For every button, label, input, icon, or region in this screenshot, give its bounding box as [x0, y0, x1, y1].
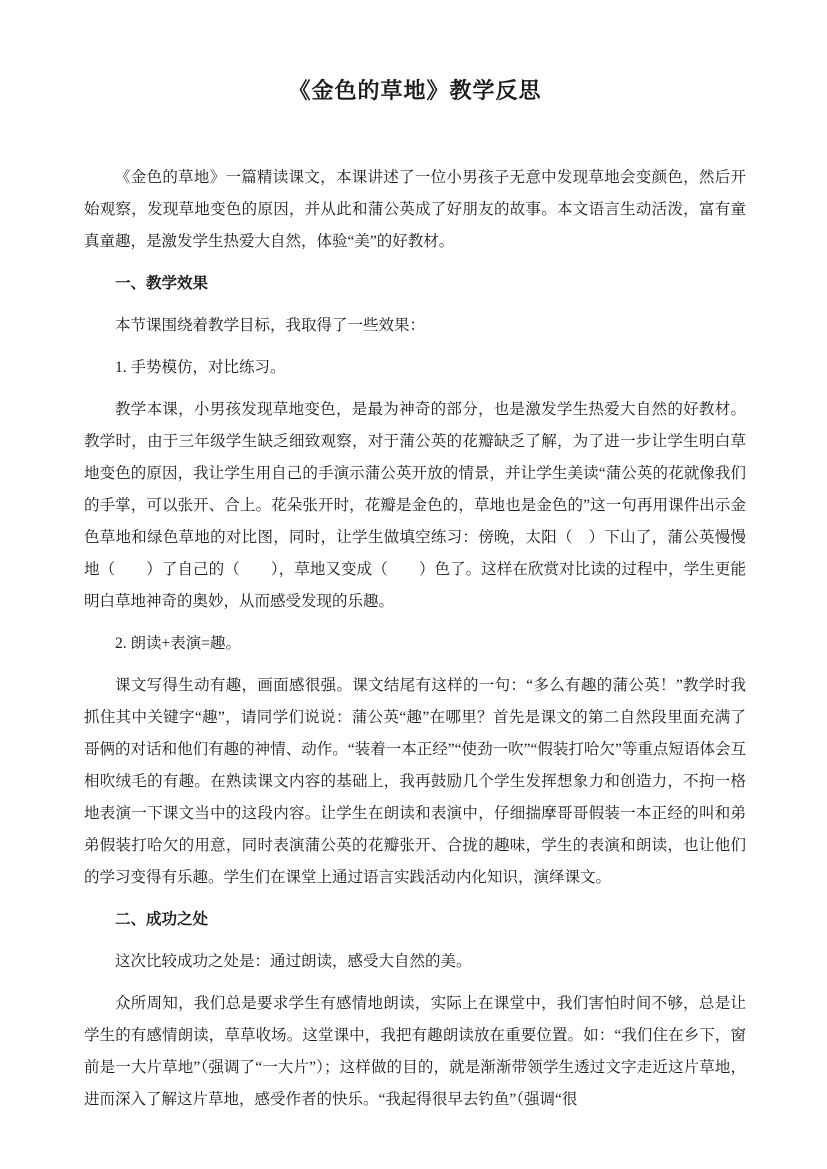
heading-section-2-successes: 二、成功之处 — [115, 911, 209, 928]
paragraph-point-1-body: 教学本课，小男孩发现草地变色，是最为神奇的部分，也是激发学生热爱大自然的好教材。教学时，由于三年级学生缺乏细致观察，对于蒲公英的花瓣缺乏了解，为了进一步让学生明白草地变色的原因，我让学生用自己的手演示蒲公英开放的情景，并让学生美读“蒲公英的花就像我们的手掌，可以张开、合上。花朵张开时，花瓣是金色的，草地也是金色的”这一句再用课件出示金色草地和绿色草地的对比图，同时，让学生做填空练习：傍晚，太阳（ ）下山了，蒲公英慢慢地（ ）了自己的（ ），草地又变成（ ）色了。这样在欣赏对比读的过程中，学生更能明白草地神奇的奥妙，从而感受发现的乐趣。 — [84, 401, 746, 610]
heading-section-1-teaching-effect: 一、教学效果 — [115, 275, 209, 292]
paragraph-success-body: 众所周知，我们总是要求学生有感情地朗读，实际上在课堂中，我们害怕时间不够，总是让学生的有感情朗读，草草收场。这堂课中，我把有趣朗读放在重要位置。如：“我们住在乡下，窗前是一大片草地”（强调了“一大片”）；这样做的目的，就是渐渐带领学生透过文字走近这片草地，进而深入了解这片草地，感受作者的快乐。“我起得很早去钓鱼”（强调“很 — [84, 995, 746, 1108]
paragraph-intro: 《金色的草地》一篇精读课文，本课讲述了一位小男孩子无意中发现草地会变颜色，然后开始观察，发现草地变色的原因，并从此和蒲公英成了好朋友的故事。本文语言生动活泼，富有童真童趣，是激发学生热爱大自然，体验“美”的好教材。 — [84, 169, 746, 250]
paragraph-point-1-label: 1. 手势模仿，对比练习。 — [115, 359, 286, 376]
paragraph-point-2-label: 2. 朗读+表演=趣。 — [115, 635, 241, 652]
paragraph-success-summary: 这次比较成功之处是：通过朗读，感受大自然的美。 — [115, 953, 472, 970]
document-title: 《金色的草地》教学反思 — [288, 78, 542, 103]
paragraph-point-2-body: 课文写得生动有趣，画面感很强。课文结尾有这样的一句：“多么有趣的蒲公英！”教学时我抓住其中关键字“趣”，请同学们说说：蒲公英“趣”在哪里？首先是课文的第二自然段里面充满了哥俩的对话和他们有趣的神情、动作。“装着一本正经”“使劲一吹”“假装打哈欠”等重点短语体会互相吹绒毛的有趣。在熟读课文内容的基础上，我再鼓励几个学生发挥想象力和创造力，不拘一格地表演一下课文当中的这段内容。让学生在朗读和表演中，仔细揣摩哥哥假装一本正经的叫和弟弟假装打哈欠的用意，同时表演蒲公英的花瓣张开、合拢的趣味，学生的表演和朗读，也让他们的学习变得有乐趣。学生们在课堂上通过语言实践活动内化知识，演绎课文。 — [84, 677, 746, 886]
paragraph-goals-intro: 本节课围绕着教学目标，我取得了一些效果： — [115, 317, 426, 334]
